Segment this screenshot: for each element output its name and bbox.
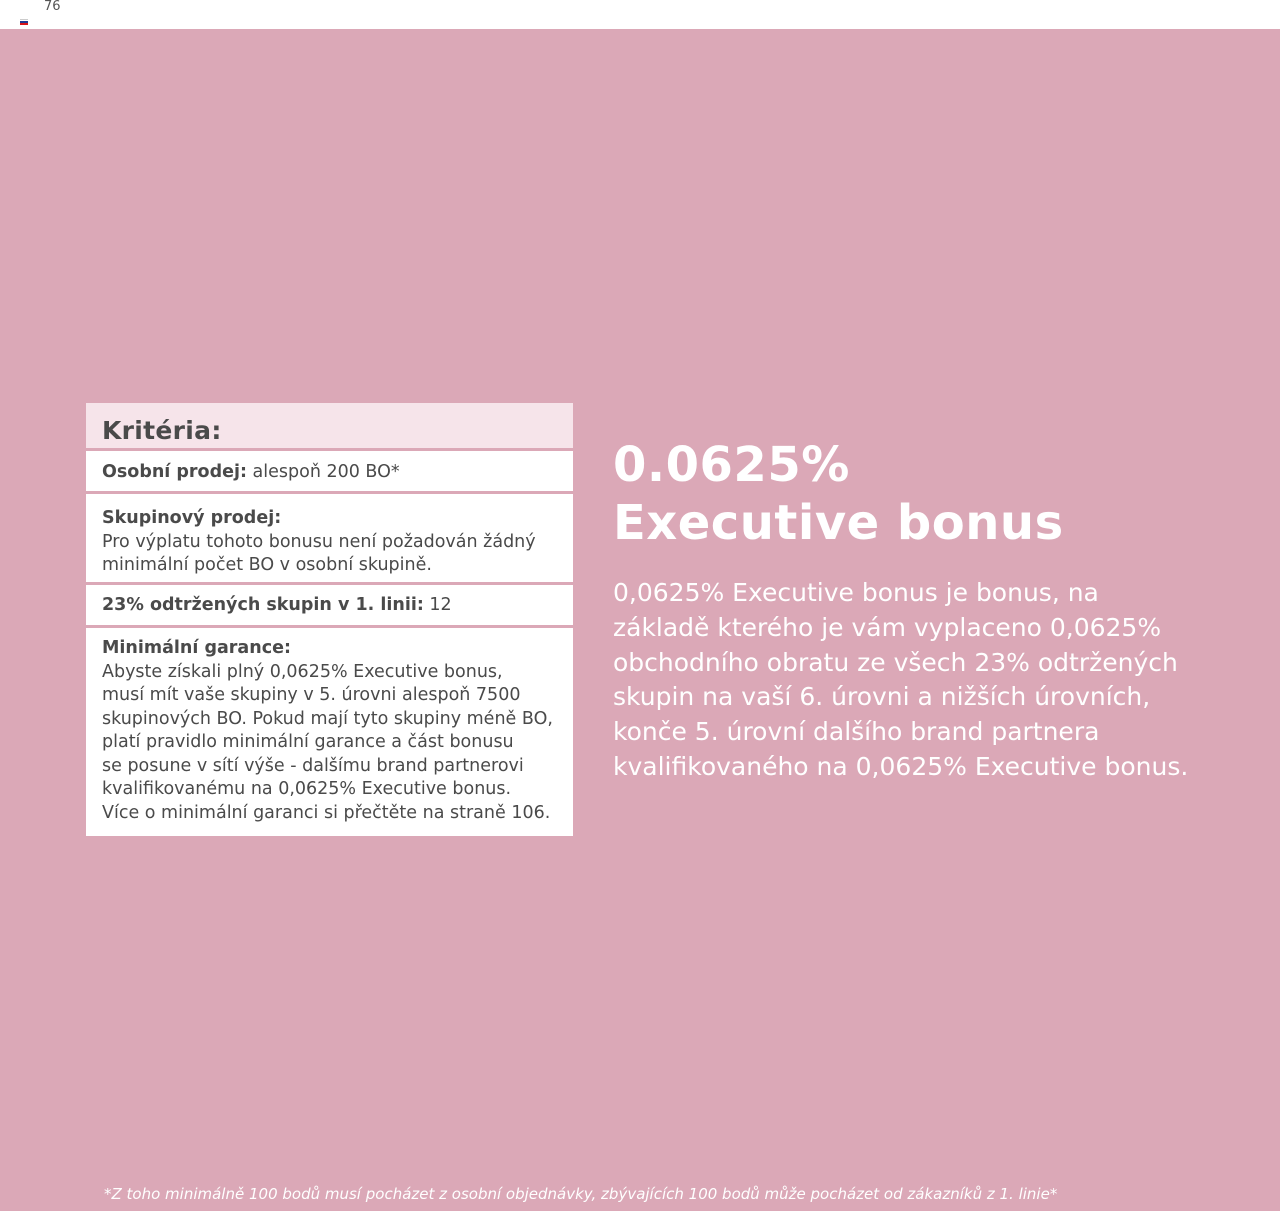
bonus-description-line: skupin na vaší 6. úrovni a nižších úrovních,: [613, 682, 1151, 712]
criteria-personal-sales: [86, 451, 573, 494]
group-sales-line: Pro výplatu tohoto bonusu není požadován žádný: [102, 531, 536, 552]
bonus-name-heading: Executive bonus: [613, 495, 1064, 551]
bonus-rate-heading: 0.0625%: [613, 437, 850, 493]
page-number: 76: [44, 0, 61, 14]
guarantee-line: Abyste získali plný 0,0625% Executive bonus,: [102, 661, 503, 682]
criteria-card: [86, 403, 573, 836]
separated-groups-value: 12: [423, 595, 452, 615]
czech-flag-icon: [20, 19, 28, 25]
criteria-group-sales: [86, 494, 573, 585]
guarantee-line: platí pravidlo minimální garance a část bonusu: [102, 732, 514, 752]
bonus-description-line: kvalifikovaného na 0,0625% Executive bonus.: [613, 751, 1189, 781]
bonus-description-line: obchodního obratu ze všech 23% odtržených: [613, 647, 1178, 677]
criteria-title: Kritéria:: [86, 403, 573, 451]
guarantee-line: Více o minimální garanci si přečtěte na straně 106.: [102, 802, 551, 823]
guarantee-line: skupinových BO. Pokud mají tyto skupiny méně BO,: [102, 708, 553, 729]
guarantee-line: se posune v sítí výše - dalšímu brand partnerovi: [102, 755, 524, 776]
bonus-section: [613, 436, 1233, 785]
footnote: *Z toho minimálně 100 bodů musí pocházet z osobní objednávky, zbývajících 100 bodů může pocházet od zákazníků z 1. linie*: [104, 1185, 1058, 1203]
bonus-description-line: konče 5. úrovní dalšího brand partnera: [613, 717, 1100, 747]
criteria-separated-groups: [86, 585, 573, 628]
guarantee-line: musí mít vaše skupiny v 5. úrovni alespoň 7500: [102, 685, 521, 705]
group-sales-label: Skupinový prodej:: [102, 508, 282, 528]
bonus-description: [613, 576, 1233, 785]
personal-sales-value: alespoň 200 BO*: [246, 462, 400, 482]
bonus-description-line: základě kterého je vám vyplaceno 0,0625%: [613, 612, 1162, 642]
personal-sales-label: Osobní prodej:: [102, 462, 247, 482]
guarantee-label: Minimální garance:: [102, 638, 291, 658]
group-sales-line: minimální počet BO v osobní skupině.: [102, 555, 432, 575]
criteria-minimum-guarantee: [86, 628, 573, 825]
guarantee-line: kvalifikovanému na 0,0625% Executive bonus.: [102, 779, 512, 799]
separated-groups-label: 23% odtržených skupin v 1. linii:: [102, 595, 424, 615]
bonus-description-line: 0,0625% Executive bonus je bonus, na: [613, 578, 1099, 607]
